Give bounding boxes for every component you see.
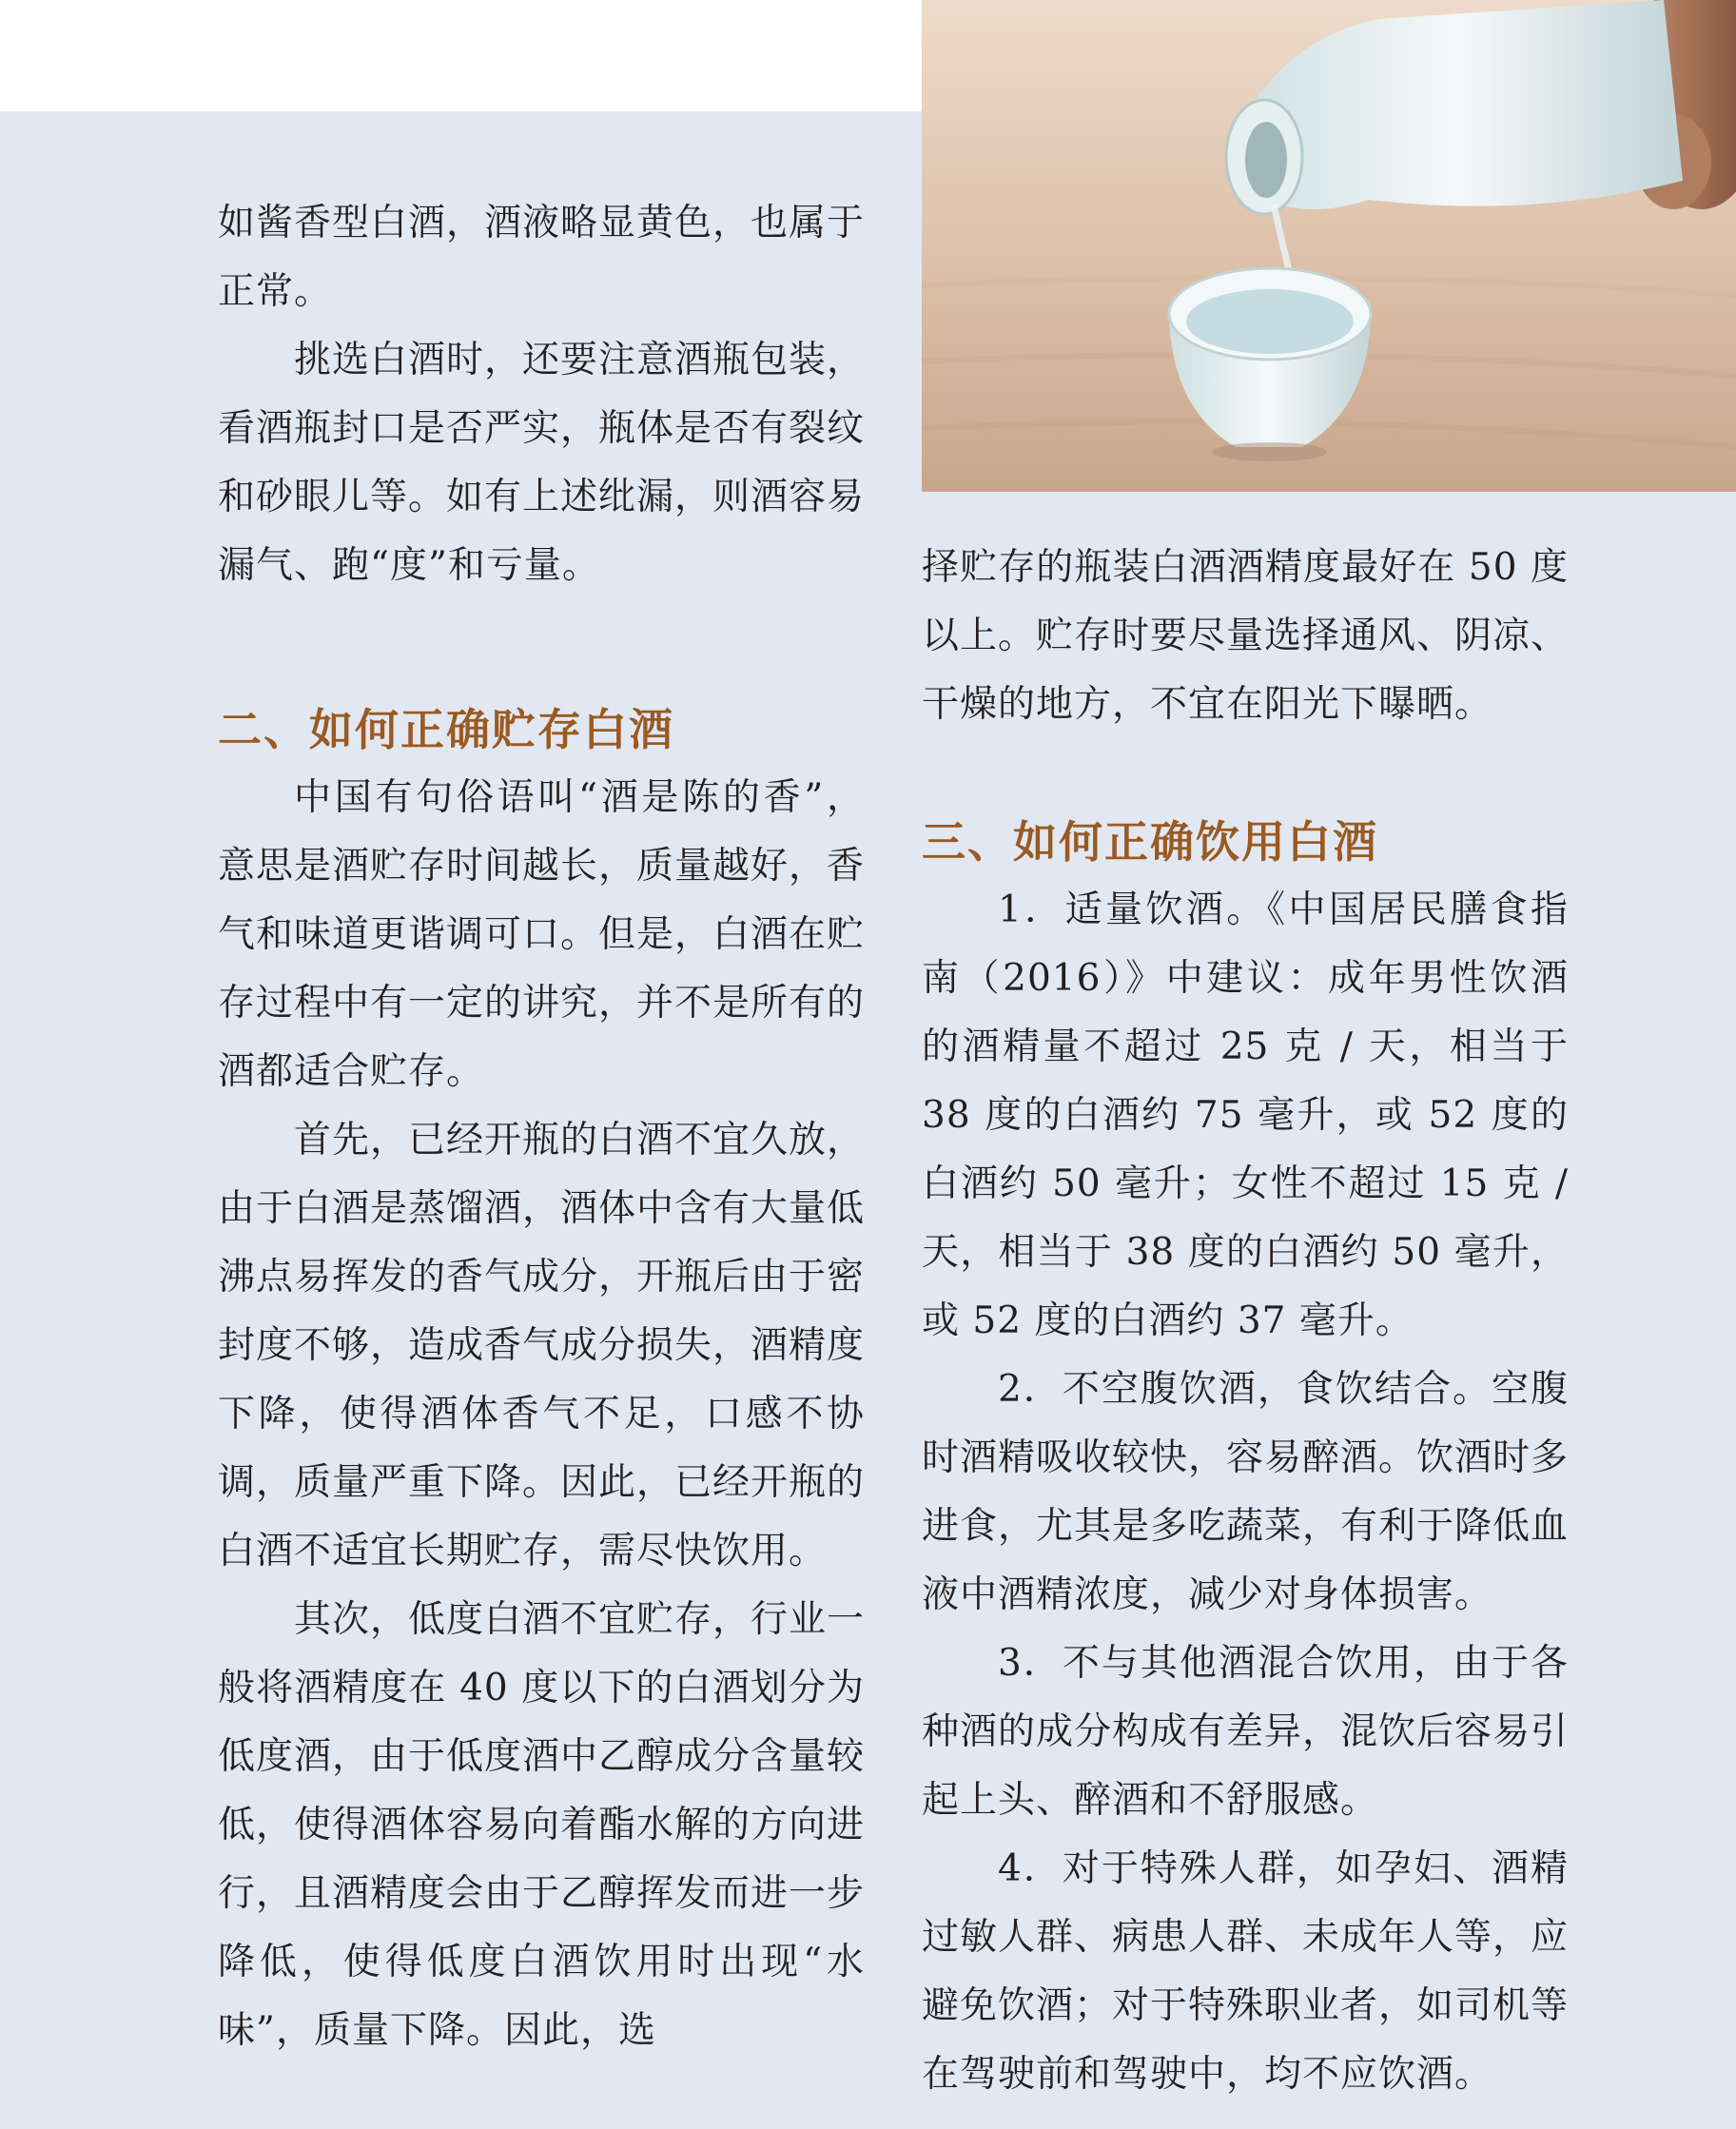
paragraph-liquor-color: 如酱香型白酒，酒液略显黄色，也属于正常。 — [218, 202, 866, 313]
baijiu-pouring-photo — [922, 0, 1736, 492]
paragraph-opened-bottles: 首先，已经开瓶的白酒不宜久放，由于白酒是蒸馏酒，酒体中含有大量低沸点易挥发的香气成分，开瓶后由于密封度不够，造成香气成分损失，酒精度下降，使得酒体香气不足，口感不协调，质量严重下降。因此，已经开瓶的白酒不适宜长期贮存，需尽快饮用。 — [218, 1119, 866, 1572]
list-item-moderate-drinking: 1．适量饮酒。《中国居民膳食指南（2016）》中建议：成年男性饮酒的酒精量不超过 25 克 / 天，相当于 38 度的白酒约 75 毫升，或 52 度的白酒约 50 毫升；女性不超过 15 克 / 天，相当于 38 度的白酒约 50 毫升，或 52 度的白酒约 37 毫升。 — [922, 889, 1569, 1342]
list-item-no-empty-stomach: 2．不空腹饮酒，食饮结合。空腹时酒精吸收较快，容易醉酒。饮酒时多进食，尤其是多吃蔬菜，有利于降低血液中酒精浓度，减少对身体损害。 — [922, 1368, 1570, 1616]
paragraph-low-alcohol: 其次，低度白酒不宜贮存，行业一般将酒精度在 40 度以下的白酒划分为低度酒，由于低度酒中乙醇成分含量较低，使得酒体容易向着酯水解的方向进行，且酒精度会由于乙醇挥发而进一步降低，使得低度白酒饮用时出现“水味”，质量下降。因此，选 — [218, 1598, 866, 2052]
right-text-column — [922, 534, 1569, 2109]
spacer — [218, 600, 865, 695]
photo-illustration — [922, 0, 1736, 492]
list-item-no-mixing: 3．不与其他酒混合饮用，由于各种酒的成分构成有差异，混饮后容易引起上头、醉酒和不舒服感。 — [922, 1642, 1570, 1822]
list-item-special-groups: 4．对于特殊人群，如孕妇、酒精过敏人群、病患人群、未成年人等，应避免饮酒；对于特殊职业者，如司机等在驾驶前和驾驶中，均不应饮酒。 — [922, 1847, 1570, 2096]
paragraph-bottle-packaging: 挑选白酒时，还要注意酒瓶包装，看酒瓶封口是否严实，瓶体是否有裂纹和砂眼儿等。如有上述纰漏，则酒容易漏气、跑“度”和亏量。 — [218, 339, 866, 587]
paragraph-storage-intro: 中国有句俗语叫“酒是陈的香”，意思是酒贮存时间越长，质量越好，香气和味道更谐调可口。但是，白酒在贮存过程中有一定的讲究，并不是所有的酒都适合贮存。 — [218, 776, 866, 1093]
heading-storage: 二、如何正确贮存白酒 — [218, 704, 674, 755]
heading-drinking: 三、如何正确饮用白酒 — [922, 816, 1378, 868]
left-text-column — [218, 189, 865, 2065]
spacer — [922, 739, 1569, 808]
paragraph-storage-conditions: 择贮存的瓶装白酒酒精度最好在 50 度以上。贮存时要尽量选择通风、阴凉、干燥的地方，不宜在阳光下曝晒。 — [922, 546, 1570, 726]
